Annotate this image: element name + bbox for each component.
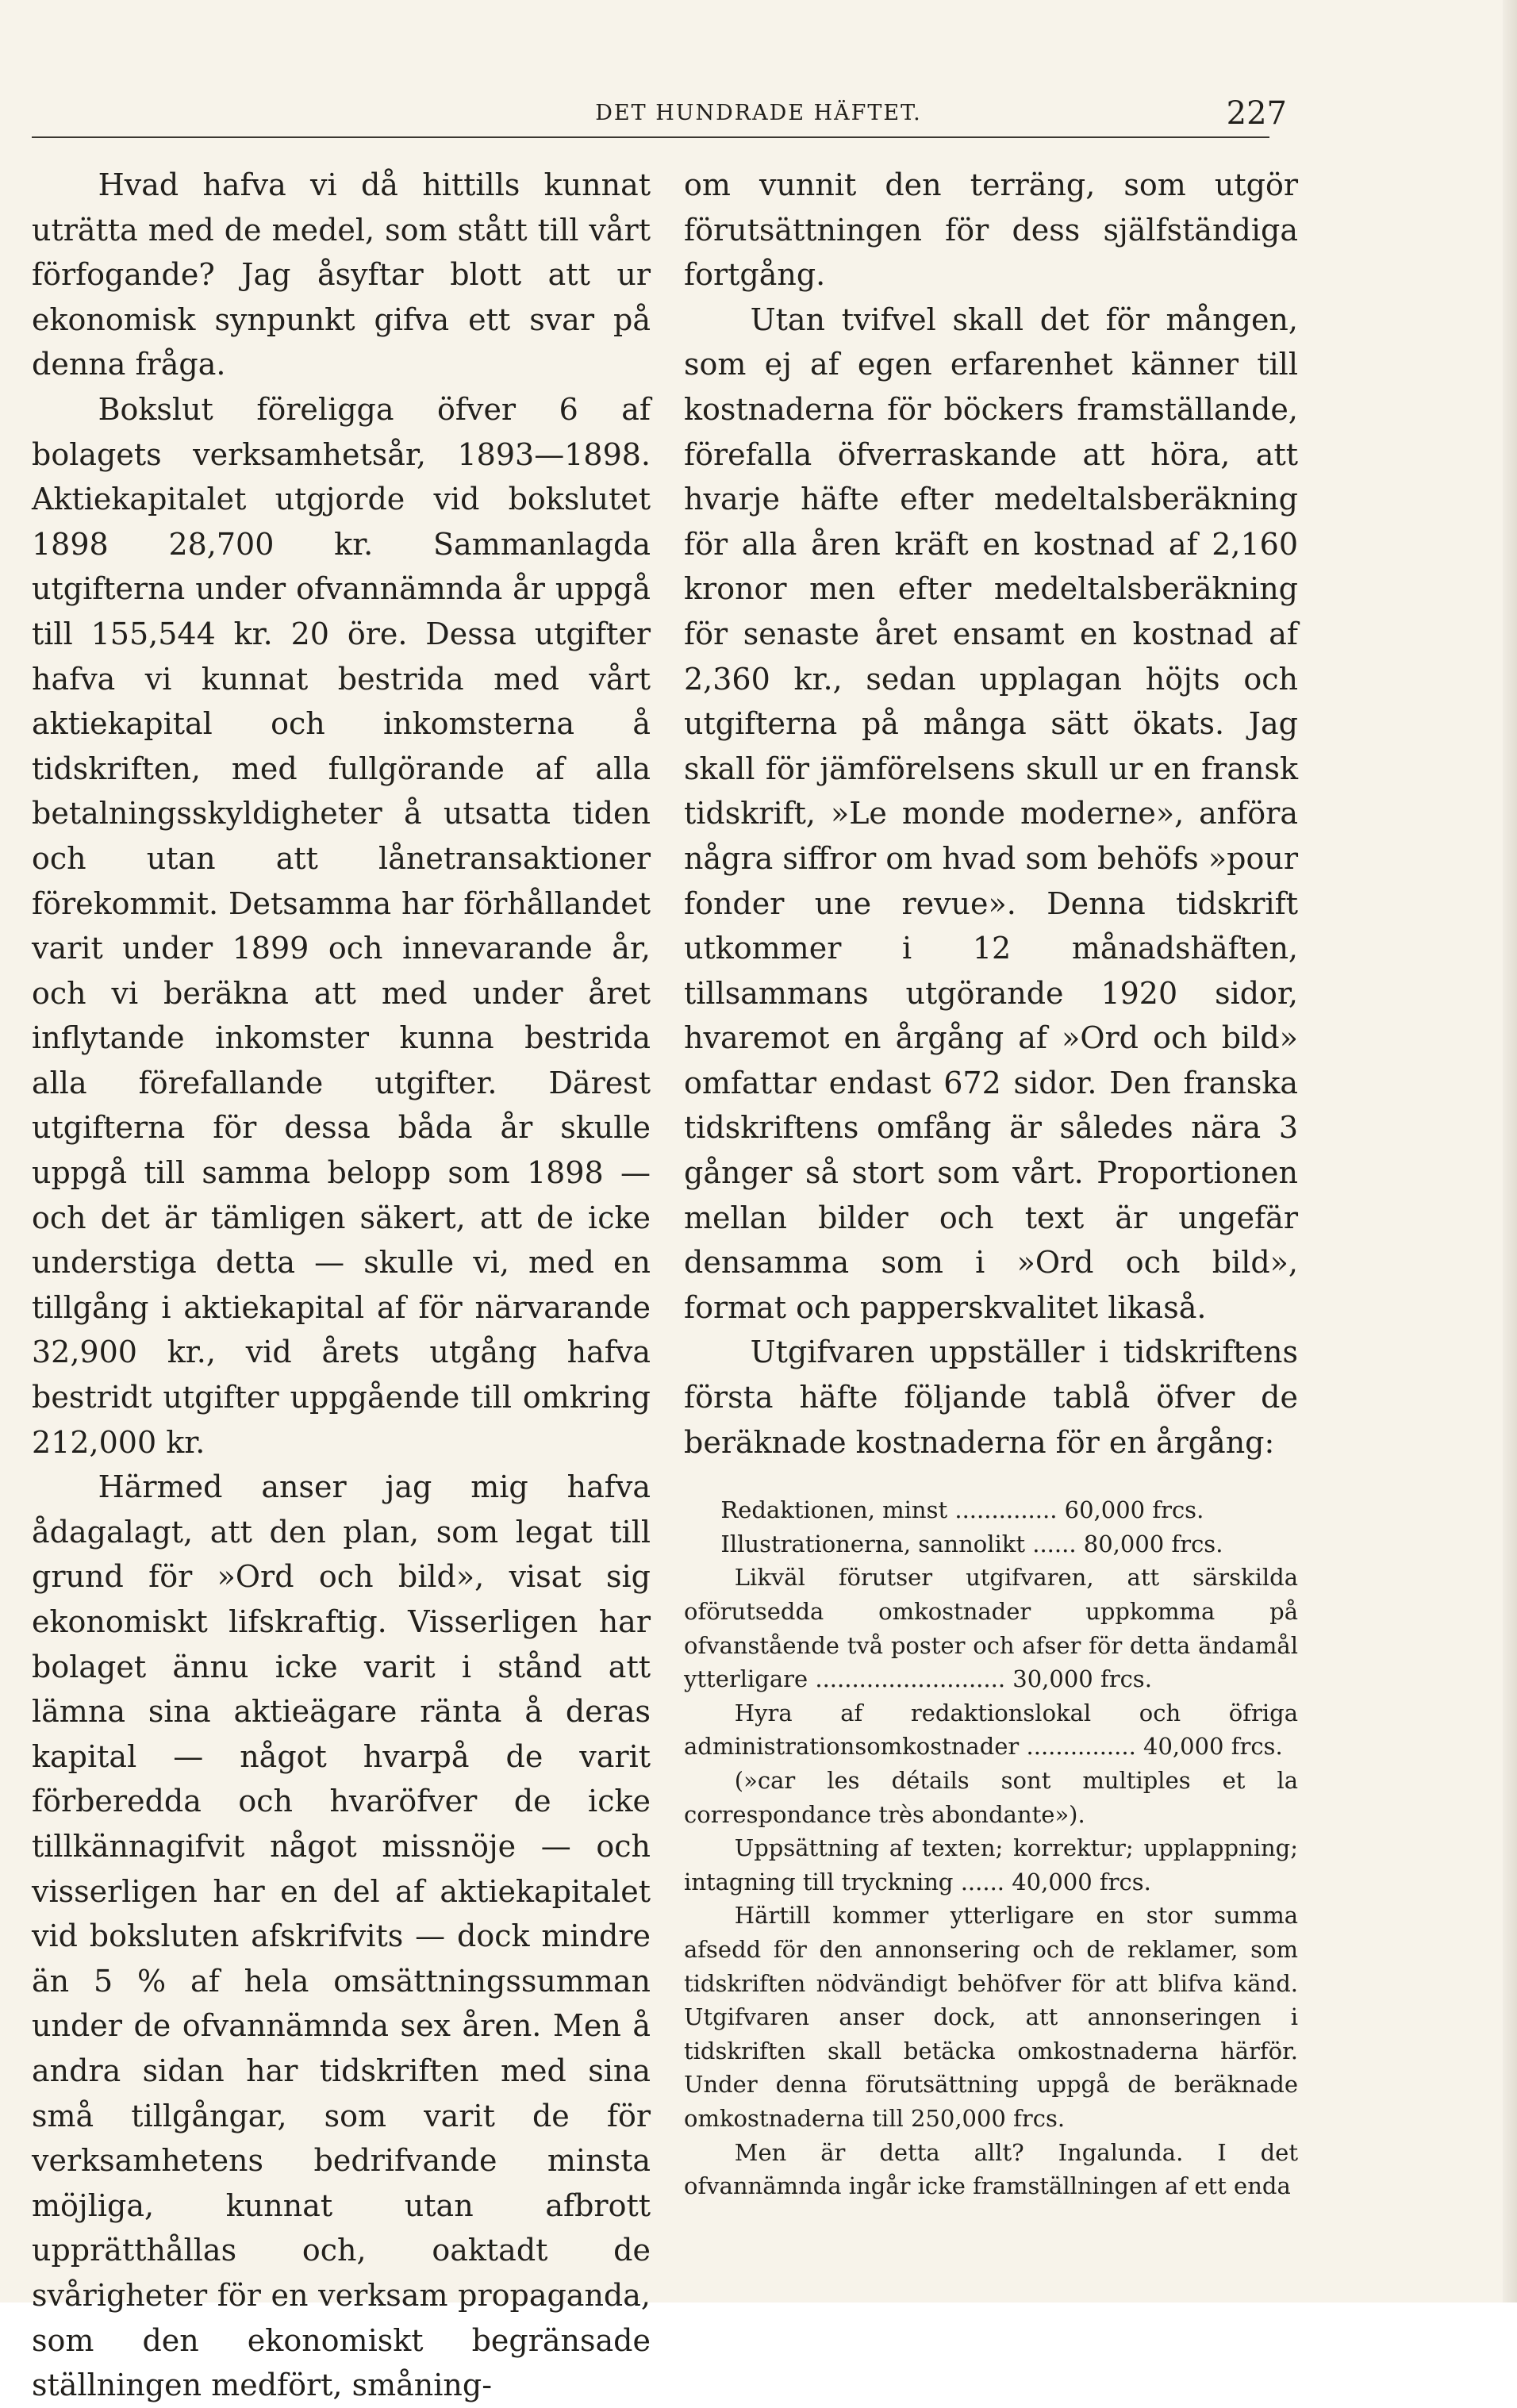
right-column-text [684, 163, 1298, 1465]
cost-text: Likväl förutser utgifvaren, att särskilda oförutsedda omkostnader uppkomma på ofvanstående två poster och afser för detta ändamål ytterligare [684, 1564, 1298, 1693]
running-title: DET HUNDRADE HÄFTET. [595, 101, 922, 125]
cost-amount: 30,000 frcs. [1012, 1665, 1152, 1693]
cost-entry: Likväl förutser utgifvaren, att särskilda oförutsedda omkostnader uppkomma på ofvanstående två poster och afser för detta ändamål ytterligare .......................... 30,000 frcs. [684, 1564, 1298, 1693]
cost-text: Uppsättning af texten; korrektur; upplappning; intagning till tryckning [684, 1834, 1298, 1895]
cost-amount: 80,000 frcs. [1083, 1530, 1223, 1557]
header-rule [32, 136, 1269, 138]
running-head [0, 94, 1517, 133]
paragraph: Hvad hafva vi då hittills kunnat uträtta med de medel, som stått till vårt förfogande? Jag åsyftar blott att ur ekonomisk synpunkt gifva ett svar på denna fråga. [32, 167, 651, 382]
cost-table [684, 1493, 1298, 2203]
left-column [32, 163, 651, 2408]
paragraph: Härmed anser jag mig hafva ådagalagt, att den plan, som legat till grund för »Ord och bild», visat sig ekonomiskt lifskraftig. Visserligen har bolaget ännu icke varit i stånd att lämna sina aktieägare ränta å deras kapital — något hvarpå de varit förberedda och hvaröfver de icke tillkännagifvit något missnöje — och visserligen har en del af aktiekapitalet vid boksluten afskrifvits — dock mindre än 5 % af hela omsättningssumman under de ofvannämnda sex åren. Men å andra sidan har tidskriften med sina små tillgångar, som varit de för verksamhetens bedrifvande minsta möjliga, kunnat utan afbrott upprätthållas och, oaktadt de svårigheter för en verksam propaganda, som den ekonomiskt begränsade ställningen medfört, småning- [32, 1469, 651, 2403]
cost-note: (»car les détails sont multiples et la correspondance très abondante»). [684, 1766, 1298, 1828]
paragraph: om vunnit den terräng, som utgör förutsättningen för dess själfständiga fortgång. [684, 167, 1298, 293]
page-edge [1503, 0, 1517, 2302]
paragraph: Utan tvifvel skall det för mången, som ej af egen erfarenhet känner till kostnaderna för böckers framställande, förefalla öfverraskande att höra, att hvarje häfte efter medeltalsberäkning för alla åren kräft en kostnad af 2,160 kronor men efter medeltalsberäkning för senaste året ensamt en kostnad af 2,360 kr., sedan upplagan höjts och utgifterna på många sätt ökats. Jag skall för jämförelsens skull ur en fransk tidskrift, »Le monde moderne», anföra några siffror om hvad som behöfs »pour fonder une revue». Denna tidskrift utkommer i 12 månadshäften, tillsammans utgörande 1920 sidor, hvaremot en årgång af »Ord och bild» omfattar endast 672 sidor. Den franska tidskriftens omfång är således nära 3 gånger så stort som vårt. Proportionen mellan bilder och text är ungefär densamma som i »Ord och bild», format och papperskvalitet likaså. [684, 301, 1298, 1325]
cost-text: Hyra af redaktionslokal och öfriga administrationsomkostnader [684, 1699, 1298, 1761]
paragraph: Utgifvaren uppställer i tidskriftens första häfte följande tablå öfver de beräknade kostnaderna för en årgång: [684, 1335, 1298, 1460]
cost-entry: Illustrationerna, sannolikt ...... 80,000 frcs. [720, 1530, 1223, 1557]
cost-entry: Hyra af redaktionslokal och öfriga administrationsomkostnader ............... 40,000 frcs. [684, 1699, 1298, 1761]
right-column [684, 163, 1298, 2203]
cost-label: Illustrationerna, sannolikt [720, 1530, 1026, 1557]
cost-label: Redaktionen, minst [720, 1496, 948, 1524]
cost-paragraph: Härtill kommer ytterligare en stor summa afsedd för den annonsering och de reklamer, som tidskriften nödvändigt behöfver för att blifva känd. Utgifvaren anser dock, att annonseringen i tidskriften skall betäcka omkostnaderna härför. Under denna förutsättning uppgå de beräknade omkostnaderna till 250,000 frcs. [684, 1902, 1298, 2132]
cost-amount: 40,000 frcs. [1143, 1733, 1283, 1761]
paragraph: Bokslut föreligga öfver 6 af bolagets verksamhetsår, 1893—1898. Aktiekapitalet utgjorde vid bokslutet 1898 28,700 kr. Sammanlagda utgifterna under ofvannämnda år uppgå till 155,544 kr. 20 öre. Dessa utgifter hafva vi kunnat bestrida med vårt aktiekapital och inkomsterna å tidskriften, med fullgörande af alla betalningsskyldigheter å utsatta tiden och utan att lånetransaktioner förekommit. Detsamma har förhållandet varit under 1899 och innevarande år, och vi beräkna att med under året inflytande inkomster kunna bestrida alla förefallande utgifter. Därest utgifterna för dessa båda år skulle uppgå till samma belopp som 1898 — och det är tämligen säkert, att de icke understiga detta — skulle vi, med en tillgång i aktiekapital af för närvarande 32,900 kr., vid årets utgång hafva bestridt utgifter uppgående till omkring 212,000 kr. [32, 391, 651, 1460]
cost-entry: Uppsättning af texten; korrektur; upplappning; intagning till tryckning ...... 40,000 frcs. [684, 1834, 1298, 1895]
cost-paragraph: Men är detta allt? Ingalunda. I det ofvannämnda ingår icke framställningen af ett enda [684, 2138, 1298, 2200]
page-number: 227 [1226, 95, 1287, 132]
cost-amount: 60,000 frcs. [1064, 1496, 1204, 1524]
cost-amount: 40,000 frcs. [1012, 1868, 1151, 1895]
cost-entry: Redaktionen, minst .............. 60,000 frcs. [720, 1496, 1204, 1524]
